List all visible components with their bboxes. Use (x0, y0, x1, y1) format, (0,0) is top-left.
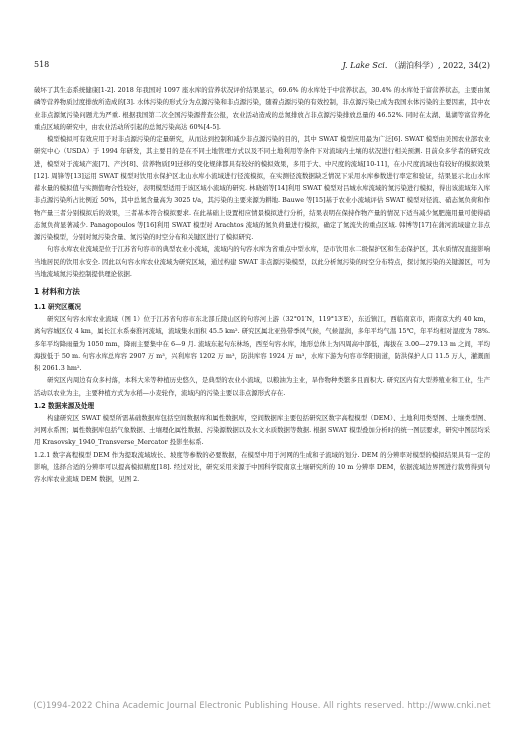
journal-name (342, 60, 490, 71)
subsection-heading-study-area: 1.1 研究区概况 (34, 303, 81, 311)
page-number: 518 (34, 60, 50, 69)
paragraph-dem: 1.2.1 数字高程模型 DEM 作为提取流域坡长、坡度等参数的必要数据，在模型中用于河网的生成和子流域的划分. DEM 的分辨率对模型的模拟结果具有一定的影响，选择合适的分辨率可以提高模拟精度[18]. 经过对比，研究采用来源于中国科学院南京土壤研究所的 10 m 分辨率 DEM，依据流域边界图进行裁剪得到句容水库农业流域 DEM 数据，见图 2. (34, 450, 490, 483)
journal-abbrev: J. Lake Sci. (342, 61, 388, 70)
copyright-footer: (C)1994-2022 China Academic Journal Electronic Publishing House. All rights reserved. http://www.cnki.net (33, 700, 491, 710)
paragraph-intro-1: 破坏了其生态系统健康[1-2]. 2018 年我国对 1097 座水库的营养状况评价结果显示，69.6% 的水库处于中营养状态，30.4% 的水库处于富营养状态，主要由氮磷等营养物质过度排放所造成的[3]. 水体污染的形式分为点源污染和非点源污染，随着点源污染的有效控制，非点源污染已成为我国水体污染的主要因素，其中农业非点源氮污染问题尤为严重. 根据我国第二次全国污染源普查公报，农业活动造成的总氮排放占非点源污染排放总量的 46.52%. 同时在太湖、巢湖等富营养化重点区域的研究中，由农业活动所引起的总氮污染高达 60%[4-5]. (34, 86, 490, 131)
paragraph-data-sources-1: 构建研究区 SWAT 模型所需基础数据库包括空间数据库和属性数据库，空间数据库主要包括研究区数字高程模型（DEM）、土地利用类型图、土壤类型图、河网水系图；属性数据库包括气象数据、土壤理化属性数据、污染源数据以及水文水质数据等数据. 根据 SWAT 模型叠加分析时的统一图层要求，研究中图层均采用 Krasovsky_1940_Transverse_Mercator 投影坐标系. (34, 413, 490, 447)
paragraph-study-area-2: 研究区内周边有众多村落，本科大米等种植历史悠久，是典型的农业小流域，以粮油为主业，旱作物种类繁多且面积大. 研究区内有大型养殖业和工业，生产活动以农业为主，主要种植方式为水稻—小麦轮作，流域内的污染主要以非点源形式存在. (34, 376, 490, 397)
paragraph-intro-2: 模型模拟可有效应用于对非点源污染的定量研究，从而达到控制和减少非点源污染的目的，其中 SWAT 模型应用最为广泛[6]. SWAT 模型由美国农业部农业研究中心（USDA）于 1994 年研发，其主要目的是在不同土地管理方式以及不同土地利用等条件下对流域内土壤的状况进行相关预测. 目前众多学者的研究改进，模型对于流域产流[7]、产沙[8]、营养物质[9]迁移的变化规律都具有较好的模拟效果，多用于大、中尺度的流域[10-11]，在小尺度流域也有较好的模拟效果[12]. 周锋等[13]运用 SWAT 模型对饮用水保护区北山水库小流域进行径流模拟，在实测径流数据缺乏情况下采用水库参数进行率定和验证，结果显示北山水库蓄水量的模拟值与实测值吻合性较好，表明模型适用于该区域小流域的研究. 林晓娟等[14]利用 SWAT 模型对吕城水库流域的氮污染进行模拟，得出该流域年入库非点源污染所占比例近 50%，其中总氮含量高为 3025 t/a，其污染的主要来源为耕地. Bauwe 等[15]基于农业小流域评估 SWAT 模型对径流、硝态氮负荷和作物产量三者分别模拟后的效果，三者基本符合模拟要求. 在此基础上设置相应情景模拟进行分析，结果表明在保持作物产量的情况下适当减少氮肥施用量可使得硝态氮负荷显著减少. Panagopoulos 等[16]利用 SWAT 模型对 Arachtos 流域的氮负荷量进行模拟，确定了氮流失的重点区域. 韩博等[17]在蒲河流域建立非点源污染模型，分别对氮污染含量、氮污染的时空分布和关键区进行了模拟研究. (34, 135, 490, 241)
page-header (34, 60, 490, 72)
article-body (34, 84, 490, 485)
section-heading-materials-methods: 1 材料和方法 (34, 287, 80, 296)
paragraph-study-area-1: 研究区句容水库农业流域（图 1）位于江苏省句容市东北部丘陵山区的句容河上游（32°01′N，119°13′E），东近镇江，西临南京市，距南京大约 40 km，离句容城区仅 4 km，属长江水系秦淮河流域，流域集水面积 45.5 km². 研究区属北亚热带季风气候，气候湿润，多年平均气温 15℃，年平均相对湿度为 78%. 多年平均降雨量为 1050 mm，降雨主要集中在 6—9 月. 流域东起句东林场，西至句容水库，地形总体上为四周高中部低，海拔在 3.00—279.13 m 之间，平均海拔低于 50 m. 句容水库总库容 2907 万 m³，兴利库容 1202 万 m³，防洪库容 1924 万 m³，水库下游为句容市华阳街道，防洪保护人口 11.5 万人，灌溉面积 2061.3 hm². (34, 315, 490, 372)
subsection-heading-data-sources: 1.2 数据来源及处理 (34, 401, 95, 410)
journal-issue: （湖泊科学）, 2022, 34(2) (389, 61, 490, 70)
paragraph-intro-3: 句容水库农业流域是位于江苏省句容市的典型农业小流域，流域内的句容水库为省重点中型水库，是市饮用水二级保护区和生态保护区，其水质情况直接影响当地居民的饮用水安全. 因此以句容水库农业流域为研究区域，通过构建 SWAT 非点源污染模型，以此分析氮污染的时空分布特点，探讨氮污染的关键源区，可为当地流域氮污染控制提供理论依据. (34, 245, 490, 278)
